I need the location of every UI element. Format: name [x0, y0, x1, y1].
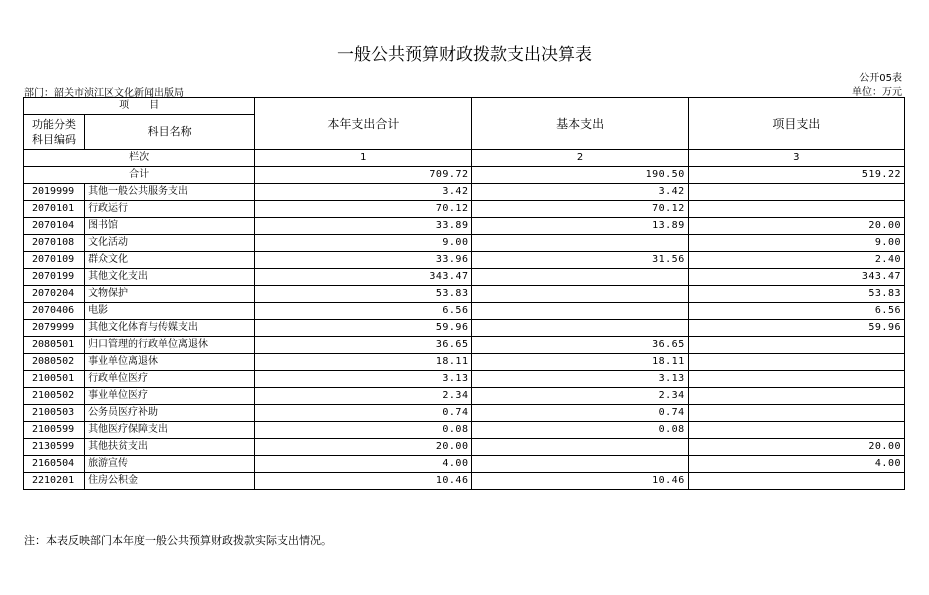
header-subject-name: 科目名称	[85, 115, 255, 150]
row-project: 53.83	[688, 286, 904, 303]
row-project	[688, 388, 904, 405]
row-code: 2070199	[24, 269, 85, 286]
table-row	[24, 405, 905, 422]
row-name: 文物保护	[85, 286, 255, 303]
row-total: 53.83	[255, 286, 472, 303]
row-code: 2100599	[24, 422, 85, 439]
row-code: 2100502	[24, 388, 85, 405]
header-n3: 3	[688, 150, 904, 167]
row-name: 公务员医疗补助	[85, 405, 255, 422]
row-name: 行政单位医疗	[85, 371, 255, 388]
row-total: 3.13	[255, 371, 472, 388]
row-name: 行政运行	[85, 201, 255, 218]
header-func-code: 功能分类 科目编码	[24, 115, 85, 150]
row-basic	[472, 269, 688, 286]
row-basic: 0.08	[472, 422, 688, 439]
header-row-item	[24, 98, 905, 115]
row-total: 343.47	[255, 269, 472, 286]
row-project: 9.00	[688, 235, 904, 252]
row-basic: 10.46	[472, 473, 688, 490]
row-basic	[472, 286, 688, 303]
row-project: 343.47	[688, 269, 904, 286]
row-project: 20.00	[688, 218, 904, 235]
row-total: 10.46	[255, 473, 472, 490]
row-project	[688, 405, 904, 422]
header-col-total: 本年支出合计	[255, 98, 472, 150]
row-total: 0.08	[255, 422, 472, 439]
row-name: 住房公积金	[85, 473, 255, 490]
row-total: 33.89	[255, 218, 472, 235]
header-lanci: 栏次	[24, 150, 255, 167]
row-total: 59.96	[255, 320, 472, 337]
footnote: 注：本表反映部门本年度一般公共预算财政拨款实际支出情况。	[24, 534, 332, 547]
table-row	[24, 303, 905, 320]
total-project: 519.22	[688, 167, 904, 184]
header-col-basic: 基本支出	[472, 98, 688, 150]
header-n1: 1	[255, 150, 472, 167]
row-total: 0.74	[255, 405, 472, 422]
row-total: 36.65	[255, 337, 472, 354]
total-label: 合计	[24, 167, 255, 184]
row-project	[688, 371, 904, 388]
row-project	[688, 201, 904, 218]
row-basic: 18.11	[472, 354, 688, 371]
row-total: 2.34	[255, 388, 472, 405]
row-total: 4.00	[255, 456, 472, 473]
row-total: 33.96	[255, 252, 472, 269]
row-code: 2080501	[24, 337, 85, 354]
row-name: 其他一般公共服务支出	[85, 184, 255, 201]
department-label: 部门：韶关市浈江区文化新闻出版局	[24, 88, 184, 99]
row-name: 事业单位离退休	[85, 354, 255, 371]
table-row	[24, 201, 905, 218]
table-row	[24, 456, 905, 473]
row-project	[688, 184, 904, 201]
row-basic: 36.65	[472, 337, 688, 354]
row-project	[688, 422, 904, 439]
row-name: 文化活动	[85, 235, 255, 252]
row-total: 70.12	[255, 201, 472, 218]
row-basic: 70.12	[472, 201, 688, 218]
row-code: 2070406	[24, 303, 85, 320]
table-row	[24, 320, 905, 337]
row-code: 2079999	[24, 320, 85, 337]
row-basic	[472, 456, 688, 473]
row-name: 电影	[85, 303, 255, 320]
row-code: 2070108	[24, 235, 85, 252]
row-basic	[472, 303, 688, 320]
row-code: 2070101	[24, 201, 85, 218]
header-n2: 2	[472, 150, 688, 167]
row-total: 9.00	[255, 235, 472, 252]
row-code: 2080502	[24, 354, 85, 371]
table-row	[24, 269, 905, 286]
row-code: 2070104	[24, 218, 85, 235]
expenditure-table	[23, 97, 905, 490]
row-code: 2160504	[24, 456, 85, 473]
table-row	[24, 235, 905, 252]
table-row	[24, 184, 905, 201]
table-row	[24, 439, 905, 456]
row-project	[688, 473, 904, 490]
row-project: 4.00	[688, 456, 904, 473]
row-basic	[472, 439, 688, 456]
table-row	[24, 252, 905, 269]
table-row	[24, 371, 905, 388]
header-col-project: 项目支出	[688, 98, 904, 150]
row-total: 18.11	[255, 354, 472, 371]
table-row	[24, 354, 905, 371]
row-project	[688, 337, 904, 354]
row-name: 图书馆	[85, 218, 255, 235]
row-project: 6.56	[688, 303, 904, 320]
row-code: 2070109	[24, 252, 85, 269]
unit-label: 单位：万元	[852, 87, 902, 98]
total-row	[24, 167, 905, 184]
total-basic: 190.50	[472, 167, 688, 184]
total-sum: 709.72	[255, 167, 472, 184]
row-basic: 13.89	[472, 218, 688, 235]
row-code: 2019999	[24, 184, 85, 201]
row-basic: 0.74	[472, 405, 688, 422]
row-name: 其他文化支出	[85, 269, 255, 286]
row-name: 归口管理的行政单位离退休	[85, 337, 255, 354]
row-name: 其他医疗保障支出	[85, 422, 255, 439]
row-project	[688, 354, 904, 371]
row-total: 3.42	[255, 184, 472, 201]
row-name: 群众文化	[85, 252, 255, 269]
row-project: 59.96	[688, 320, 904, 337]
row-code: 2210201	[24, 473, 85, 490]
row-basic: 31.56	[472, 252, 688, 269]
header-item: 项 目	[24, 98, 255, 115]
row-basic: 3.13	[472, 371, 688, 388]
row-name: 旅游宣传	[85, 456, 255, 473]
row-total: 20.00	[255, 439, 472, 456]
row-code: 2070204	[24, 286, 85, 303]
row-basic	[472, 235, 688, 252]
row-code: 2100501	[24, 371, 85, 388]
table-row	[24, 218, 905, 235]
row-code: 2130599	[24, 439, 85, 456]
header-row-lanci	[24, 150, 905, 167]
row-basic	[472, 320, 688, 337]
table-row	[24, 337, 905, 354]
table-row	[24, 422, 905, 439]
row-name: 其他扶贫支出	[85, 439, 255, 456]
row-project: 2.40	[688, 252, 904, 269]
page-title: 一般公共预算财政拨款支出决算表	[337, 45, 592, 65]
table-row	[24, 286, 905, 303]
row-code: 2100503	[24, 405, 85, 422]
row-total: 6.56	[255, 303, 472, 320]
row-basic: 2.34	[472, 388, 688, 405]
table-row	[24, 388, 905, 405]
row-project: 20.00	[688, 439, 904, 456]
row-name: 事业单位医疗	[85, 388, 255, 405]
row-basic: 3.42	[472, 184, 688, 201]
row-name: 其他文化体育与传媒支出	[85, 320, 255, 337]
table-row	[24, 473, 905, 490]
form-code: 公开05表	[859, 73, 902, 84]
